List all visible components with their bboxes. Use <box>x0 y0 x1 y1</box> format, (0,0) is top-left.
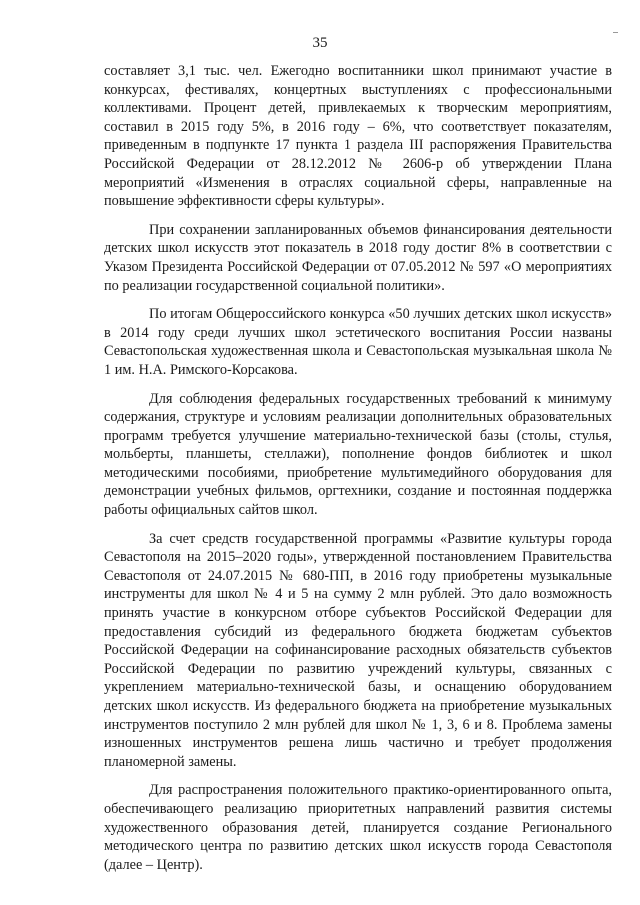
paragraph-state-program-funding: За счет средств государственной программы «Развитие культуры города Севастополя на 2015–2020 годы», утвержденной постановлением Правительства Севастополя от 24.07.2015 № 680-ПП, в 2016 году приобретены музыкальные инструменты для школ № 4 и 5 на сумму 2 млн рублей. Это дало возможность принять участие в конкурсном отборе субъектов Российской Федерации для предоставления субсидий из федерального бюджета бюджетам субъектов Российской Федерации на софинансирование расходных обязательств субъектов Российской Федерации по развитию учреждений культуры, связанных с укреплением материально-технической базы, и оснащению оборудованием детских школ искусств. Из федерального бюджета на приобретение музыкальных инструментов поступило 2 млн рублей для школ № 1, 3, 6 и 8. Проблема замены изношенных инструментов решена лишь частично и требует продолжения планомерной замены. <box>104 530 612 770</box>
paragraph-methodical-center: Для распространения положительного практико-ориентированного опыта, обеспечивающего реализацию приоритетных направлений развития системы художественного образования детей, планируется создание Регионального методического центра по развитию детских школ искусств города Севастополя (далее – Центр). <box>104 782 612 873</box>
page-number: 35 <box>312 35 328 51</box>
paragraph-continuation: составляет 3,1 тыс. чел. Ежегодно воспитанники школ принимают участие в конкурсах, фестивалях, концертных выступлениях с профессиональными коллективами. Процент детей, привлекаемых к творческим мероприятиям, составил в 2015 году 5%, в 2016 году – 6%, что соответствует показателям, приведенным в подпункте 17 пункта 1 раздела III распоряжения Правительства Российской Федерации от 28.12.2012 № 2606-р об утверждении Плана мероприятий «Изменения в отраслях социальной сферы, направленные на повышение эффективности сферы культуры». <box>104 63 612 210</box>
paragraph-federal-requirements: Для соблюдения федеральных государственных требований к минимуму содержания, структуре и условиям реализации дополнительных образовательных программ требуется улучшение материально-технической базы (столы, стулья, мольберты, планшеты, стеллажи), пополнение фондов библиотек и школ методическими пособиями, приобретение мультимедийного оборудования для демонстрации учебных фильмов, оргтехники, создание и постоянная поддержка работы официальных сайтов школ. <box>104 390 612 519</box>
document-body <box>104 62 612 874</box>
scan-mark <box>613 32 618 33</box>
paragraph-indicator-2018: При сохранении запланированных объемов финансирования деятельности детских школ искусств этот показатель в 2018 году достиг 8% в соответствии с Указом Президента Российской Федерации от 07.05.2012 № 597 «О мероприятиях по реализации государственной социальной политики». <box>104 221 612 294</box>
paragraph-contest-results: По итогам Общероссийского конкурса «50 лучших детских школ искусств» в 2014 году среди лучших школ эстетического воспитания России названы Севастопольская художественная школа и Севастопольская музыкальная школа № 1 им. Н.А. Римского-Корсакова. <box>104 306 612 378</box>
